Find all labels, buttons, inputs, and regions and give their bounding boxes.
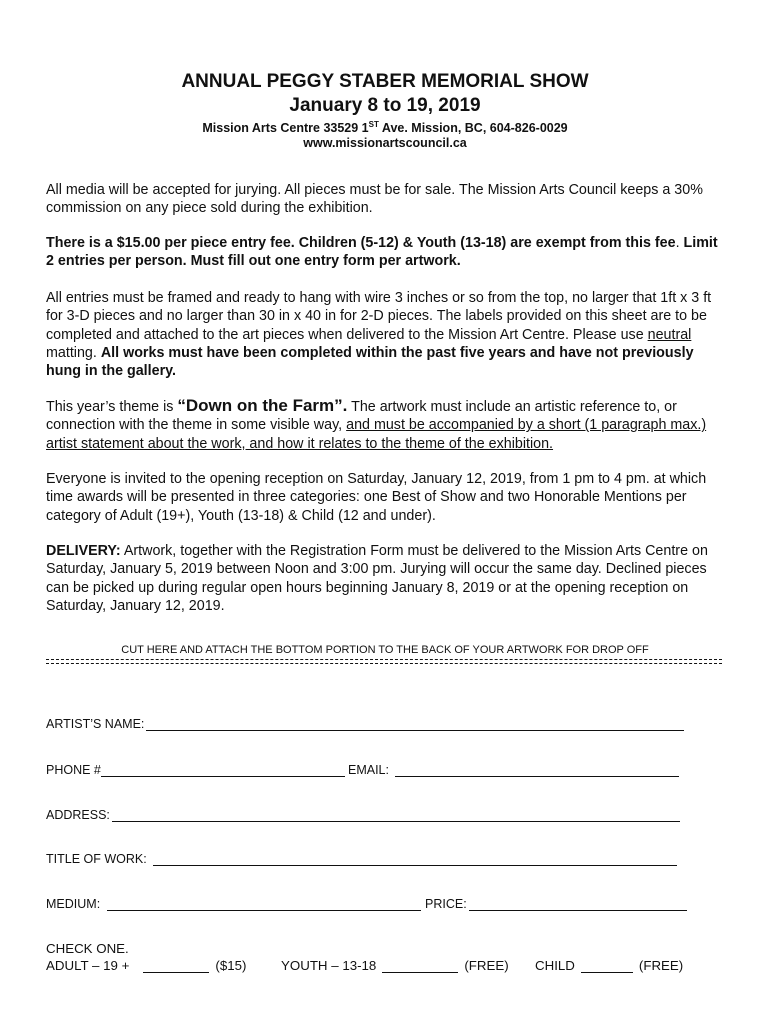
price-label: PRICE: <box>425 897 467 911</box>
phone-label: PHONE # <box>46 763 101 777</box>
show-title: ANNUAL PEGGY STABER MEMORIAL SHOW <box>181 71 589 92</box>
artist-name-field[interactable] <box>46 717 684 731</box>
cut-line-divider <box>46 657 722 667</box>
email-label: EMAIL: <box>348 763 389 777</box>
child-category-option[interactable] <box>535 958 683 973</box>
email-field[interactable] <box>348 763 679 777</box>
artist-name-input-line[interactable] <box>146 717 684 731</box>
youth-fee: (FREE) <box>464 958 509 973</box>
price-field[interactable] <box>425 897 687 911</box>
medium-input-line[interactable] <box>107 897 421 911</box>
paragraph-delivery: DELIVERY: Artwork, together with the Registration Form must be delivered to the Mission Arts Centre on Saturday, January 5, 2019 between Noon and 3:00 pm. Jurying will occur the same day. Declined pieces can be picked up during regular open hours beginning January 8, 2019 or at the opening reception on Saturday, January 12, 2019. <box>46 543 708 614</box>
youth-label: YOUTH – 13-18 <box>281 958 377 973</box>
title-of-work-field[interactable] <box>46 852 677 866</box>
cut-instruction: CUT HERE AND ATTACH THE BOTTOM PORTION TO THE BACK OF YOUR ARTWORK FOR DROP OFF <box>121 644 649 656</box>
child-fee: (FREE) <box>638 958 684 973</box>
adult-check-line[interactable] <box>143 959 209 973</box>
check-one-label: CHECK ONE. <box>46 941 129 956</box>
phone-field[interactable] <box>46 763 345 777</box>
paragraph-entry-fee: There is a $15.00 per piece entry fee. Children (5-12) & Youth (13-18) are exempt from this fee. Limit 2 entries per person. Must fill out one entry form per artwork. <box>46 235 718 270</box>
adult-category-option[interactable] <box>46 958 246 973</box>
child-label: CHILD <box>535 958 575 973</box>
theme-name: “Down on the Farm”. <box>177 396 348 415</box>
paragraph-reception: Everyone is invited to the opening reception on Saturday, January 12, 2019, from 1 pm to 4 pm. at which time awards will be presented in three categories: one Best of Show and two Honorable Mentions per category of Adult (19+), Youth (13-18) & Child (12 and under). <box>46 471 707 524</box>
youth-check-line[interactable] <box>382 959 458 973</box>
title-of-work-label: TITLE OF WORK: <box>46 852 147 866</box>
phone-input-line[interactable] <box>101 763 345 777</box>
venue-address: Mission Arts Centre 33529 1ST Ave. Mission, BC, 604-826-0029 <box>202 120 568 135</box>
adult-fee: ($15) <box>215 958 247 973</box>
adult-label: ADULT – 19 + <box>46 958 130 973</box>
address-field[interactable] <box>46 808 680 822</box>
address-label: ADDRESS: <box>46 808 110 822</box>
address-input-line[interactable] <box>112 808 680 822</box>
website-link[interactable]: www.missionartscouncil.ca <box>303 136 467 150</box>
medium-label: MEDIUM: <box>46 897 101 911</box>
title-of-work-input-line[interactable] <box>153 852 677 866</box>
medium-field[interactable] <box>46 897 421 911</box>
price-input-line[interactable] <box>469 897 687 911</box>
email-input-line[interactable] <box>395 763 679 777</box>
child-check-line[interactable] <box>581 959 633 973</box>
artist-name-label: ARTIST’S NAME: <box>46 717 145 731</box>
paragraph-framing-rules: All entries must be framed and ready to hang with wire 3 inches or so from the top, no larger that 1ft x 3 ft for 3-D pieces and no larger than 30 in x 40 in for 2-D pieces. The labels provided on this sheet are to be completed and attached to the art pieces when delivered to the Mission Art Centre. Please use neutral matting. All works must have been completed within the past five years and have not previously hung in the gallery. <box>46 290 712 380</box>
paragraph-jurying: All media will be accepted for jurying. All pieces must be for sale. The Mission Arts Council keeps a 30% commission on any piece sold during the exhibition. <box>46 182 703 217</box>
paragraph-theme: This year’s theme is “Down on the Farm”. The artwork must include an artistic reference to, or connection with the theme in some visible way, and must be accompanied by a short (1 paragraph max.) artist statement about the work, and how it relates to the theme of the exhibition. <box>46 396 707 452</box>
youth-category-option[interactable] <box>281 958 509 973</box>
show-dates: January 8 to 19, 2019 <box>289 95 481 116</box>
